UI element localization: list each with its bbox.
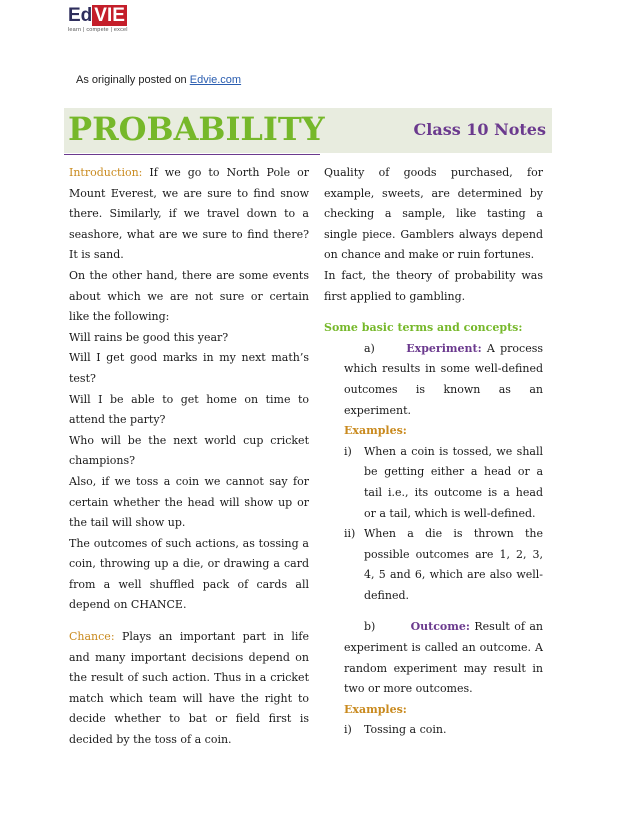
class-notes-label: Class 10 Notes (413, 120, 546, 139)
chance-label: Chance: (69, 630, 115, 644)
coin-toss-paragraph: Also, if we toss a coin we cannot say for certain whether the head will show up or the tail will show up. (69, 474, 309, 530)
chance-text: Plays an important part in life and many important decisions depend on the result of such action. Thus in a cricket match which team will have the right to decide whether to bat or field first is decided by the toss of a coin. (69, 630, 309, 747)
logo-vie: VIE (94, 5, 125, 26)
experiment-label: Experiment: (406, 341, 482, 355)
intro-label: Introduction: (69, 166, 143, 179)
example-2-i (324, 720, 543, 741)
edvie-link[interactable]: Edvie.com (189, 74, 242, 86)
example-1-ii-num: ii) (344, 527, 356, 541)
edvie-logo (68, 5, 148, 41)
intro-text: If we go to North Pole or Mount Everest, we are sure to find snow there. Similarly, if we travel down to a seashore, what are we sure to find there? It is sand. (69, 166, 309, 262)
question-4: Who will be the next world cup cricket champions? (69, 433, 309, 468)
gambling-paragraph: In fact, the theory of probability was first applied to gambling. (324, 268, 543, 303)
question-2: Will I get good marks in my next math’s test? (69, 351, 309, 385)
outcome-definition (324, 617, 543, 699)
example-1-i (324, 442, 543, 524)
right-column (324, 163, 543, 741)
posted-prefix: As originally posted on (76, 74, 190, 86)
question-3: Will I be able to get home on time to attend the party? (69, 392, 309, 427)
posted-note (76, 74, 241, 86)
examples-heading-2: Examples: (344, 702, 407, 716)
question-1: Will rains be good this year? (69, 330, 229, 344)
example-1-ii (324, 524, 543, 606)
outcome-text: Result of an experiment is called an outcome. A random experiment may result in two or more outcomes. (344, 620, 543, 696)
title-banner (64, 108, 552, 153)
experiment-text: A process which results in some well-defined outcomes is known as an experiment. (344, 341, 543, 417)
uncertain-events-paragraph: On the other hand, there are some events about which we are not sure or certain like the following: (69, 268, 309, 324)
examples-heading-1: Examples: (344, 424, 407, 438)
outcome-label: Outcome: (410, 620, 470, 634)
title-underline (64, 154, 320, 155)
outcome-marker: b) (364, 620, 376, 634)
experiment-definition (324, 339, 543, 421)
example-1-ii-text: When a die is thrown the possible outcomes are 1, 2, 3, 4, 5 and 6, which are also well-defined. (364, 527, 543, 602)
left-column (69, 163, 309, 751)
example-1-i-text: When a coin is tossed, we shall be getting either a head or a tail i.e., its outcome is a head or a tail, which is well-defined. (364, 444, 543, 520)
page-title: PROBABILITY (68, 110, 325, 148)
logo-tagline: learn | compete | excel (68, 27, 128, 33)
chance-paragraph (69, 627, 309, 751)
chance-outcomes-paragraph: The outcomes of such actions, as tossing a coin, throwing up a die, or drawing a card from a well shuffled pack of cards all depend on CHANCE. (69, 536, 309, 612)
example-1-i-num: i) (344, 444, 352, 458)
experiment-marker: a) (364, 341, 375, 355)
logo-wordmark (68, 5, 148, 27)
example-2-i-text: Tossing a coin. (364, 723, 447, 737)
example-2-i-num: i) (344, 723, 352, 737)
quality-paragraph: Quality of goods purchased, for example, sweets, are determined by checking a sample, like tasting a single piece. Gamblers always depend on chance and make or ruin fortunes. (324, 166, 543, 262)
intro-paragraph (69, 163, 309, 266)
logo-ed: Ed (68, 5, 93, 26)
terms-heading: Some basic terms and concepts: (324, 321, 523, 335)
